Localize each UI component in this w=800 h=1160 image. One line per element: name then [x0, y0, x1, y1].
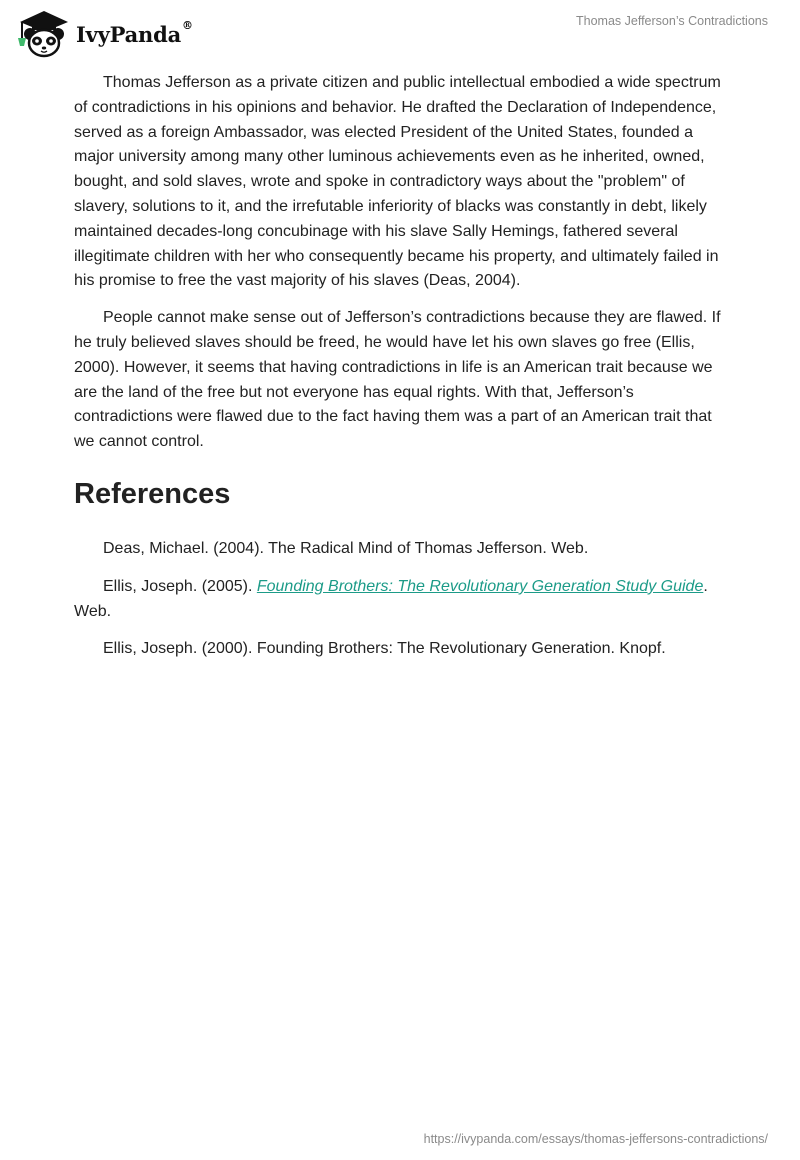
brand-name: IvyPanda® [76, 18, 193, 47]
references-heading: References [74, 477, 231, 510]
body-paragraph-2: People cannot make sense out of Jefferson’s contradictions because they are flawed. If he truly believed slaves should be freed, he would have let his own slaves go free (Ellis, 2000). However, it seems that having contradictions in life is an American trait because we are the land of the free but not everyone has equal rights. With that, Jefferson’s contradictions were flawed due to the fact having them was a part of an American trait that we cannot control. [74, 309, 721, 451]
ivypanda-logo[interactable] [14, 8, 193, 58]
reference-item-1: Deas, Michael. (2004). The Radical Mind of Thomas Jefferson. Web. [103, 539, 589, 557]
page-header [0, 0, 800, 70]
registered-mark: ® [182, 18, 193, 32]
reference-item-3: Ellis, Joseph. (2000). Founding Brothers: The Revolutionary Generation. Knopf. [103, 640, 666, 658]
running-title: Thomas Jefferson’s Contradictions [576, 14, 768, 28]
reference-item-2 [74, 575, 730, 625]
panda-graduate-icon [14, 8, 72, 58]
body-paragraph-1: Thomas Jefferson as a private citizen and public intellectual embodied a wide spectrum of contradictions in his opinions and behavior. He drafted the Declaration of Independence, served as a foreign Ambassador, was elected President of the United States, founded a major university among many other luminous achievements even as he inherited, owned, bought, and sold slaves, wrote and spoke in contradictory ways about the "problem" of slavery, solutions to it, and the irrefutable inferiority of blacks was constantly in debt, likely maintained decades-long concubinage with his slave Sally Hemings, fathered several illegitimate children with her who consequently became his property, and ultimately failed in his promise to free the vast majority of his slaves (Deas, 2004). [74, 74, 721, 290]
reference-prefix: Ellis, Joseph. (2005). [103, 577, 257, 595]
footer-url[interactable]: https://ivypanda.com/essays/thomas-jeffersons-contradictions/ [423, 1132, 768, 1146]
essay-content [74, 71, 730, 675]
reference-suffix: . Web. [74, 577, 708, 620]
reference-link[interactable]: Founding Brothers: The Revolutionary Generation Study Guide [256, 577, 704, 595]
